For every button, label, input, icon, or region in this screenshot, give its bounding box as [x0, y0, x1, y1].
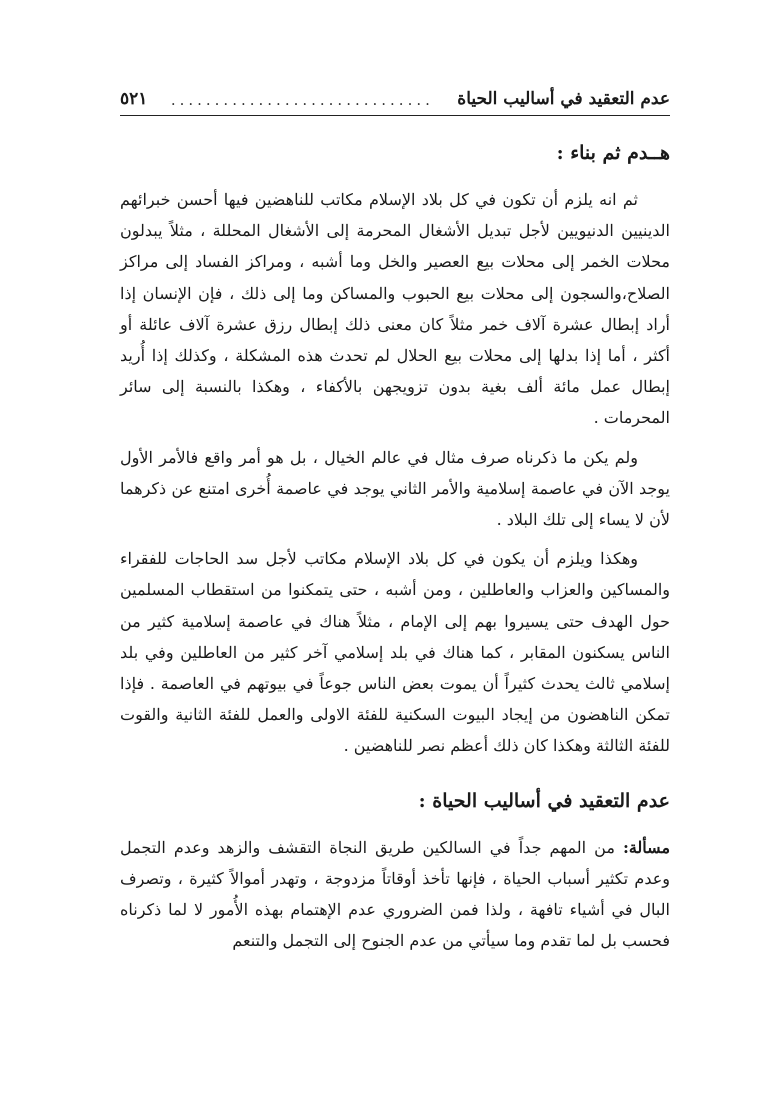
running-header — [120, 76, 670, 116]
paragraph: ثم انه يلزم أن تكون في كل بلاد الإسلام مكاتب للناهضين فيها أحسن خبرائهم الدينيين الدنيويين لأجل تبديل الأشغال المحرمة إلى الأشغال المحللة ، مثلاً يبدلون محلات الخمر إلى محلات بيع العصير والخل وما أشبه ، ومراكز الفساد إلى مراكز الصلاح،والسجون إلى محلات بيع الحبوب والمساكن وما إلى ذلك ، فإن الإنسان إذا أراد إبطال عشرة آلاف خمر مثلاً كان معنى ذلك إبطال رزق عشرة آلاف عائلة أو أكثر ، أما إذا بدلها إلى محلات بيع الحلال لم تحدث هذه المشكلة ، وكذلك إذا أُريد إبطال عمل مائة ألف بغية بدون تزويجهن بالأكفاء ، وهكذا بالنسبة إلى سائر المحرمات . — [120, 190, 670, 428]
dot-leader: .............................. — [170, 91, 434, 109]
page-body — [120, 128, 670, 964]
running-title: عدم التعقيد في أساليب الحياة — [457, 89, 670, 109]
paragraph: ولم يكن ما ذكرناه صرف مثال في عالم الخيال ، بل هو أمر واقع فالأمر الأول يوجد الآن في عاصمة إسلامية والأمر الثاني يوجد في عاصمة أُخرى امتنع عن ذكرهما لأن لا يساء إلى تلك البلاد . — [120, 447, 670, 530]
issue-label: مسألة: — [622, 837, 671, 857]
page-number: ٥٢١ — [120, 89, 148, 109]
paragraph-issue — [120, 832, 670, 957]
paragraph: وهكذا ويلزم أن يكون في كل بلاد الإسلام مكاتب لأجل سد الحاجات للفقراء والمساكين والعزاب والعاطلين ، ومن أشبه ، حتى يتمكنوا من استقطاب المسلمين حول الهدف حتى يسيروا بهم إلى الإمام ، مثلاً هناك في عاصمة إسلامية كثير من الناس يسكنون المقابر ، كما هناك في بلد إسلامي آخر كثير من العاطلين وفي بلد إسلامي ثالث يحدث كثيراً أن يموت بعض الناس جوعاً في بيوتهم في العاصمة . فإذا تمكن الناهضون من إيجاد البيوت السكنية للفئة الاولى والعمل للفئة الثانية والقوت للفئة الثالثة وهكذا كان ذلك أعظم نصر للناهضين . — [120, 549, 670, 756]
issue-text: من المهم جداً في السالكين طريق النجاة التقشف والزهد وعدم التجمل وعدم تكثير أسباب الحياة ، فإنها تأخذ أوقاتاً مزدوجة ، وتهدر أموالاً كثيرة ، وتصرف البال في أشياء تافهة ، ولذا فمن الضروري عدم الإهتمام بهذه الأُمور لا لما ذكرناه فحسب بل لما تقدم وما سيأتي من عدم الجنوح إلى التجمل والتنعم — [120, 837, 670, 951]
section-heading-demolition-construction: هــدم ثم بناء : — [556, 142, 670, 164]
section-heading-simplicity: عدم التعقيد في أساليب الحياة : — [418, 789, 670, 812]
